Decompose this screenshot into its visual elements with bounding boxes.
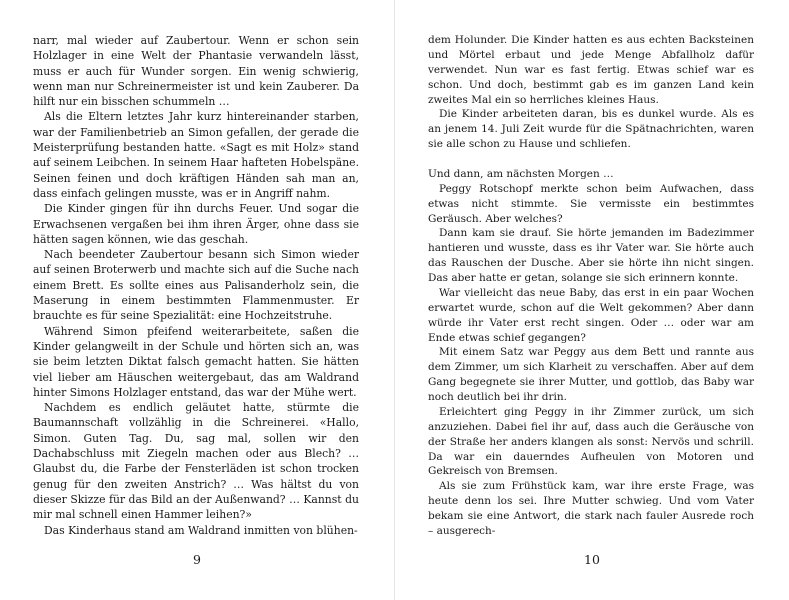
paragraph: Mit einem Satz war Peggy aus dem Bett und rannte aus dem Zimmer, um sich Klarheit zu verschaffen. Aber auf dem Gang begegnete sie ihrer Mutter, und gottlob, das Baby war noch deutlich bei ihr drin. xyxy=(428,346,754,403)
paragraph: Während Simon pfeifend weiterarbeitete, saßen die Kinder gelangweilt in der Schule und hörten sich an, was sie beim letzten Diktat falsch gemacht hatten. Sie hätten viel lieber am Häuschen weitergebaut, das am Waldrand hinter Simons Holzlager entstand, das war der Mühe wert. xyxy=(33,324,359,399)
paragraph: Peggy Rotschopf merkte schon beim Aufwachen, dass etwas nicht stimmte. Sie vermisste ein bestimmtes Geräusch. Aber welches? xyxy=(428,182,754,225)
paragraph: Als sie zum Frühstück kam, war ihre erste Frage, was heute denn los sei. Ihre Mutter schwieg. Und vom Vater bekam sie eine Antwort, die stark nach fauler Ausrede roch – ausgerech- xyxy=(428,480,754,537)
paragraph: Das Kinderhaus stand am Waldrand inmitten von blühen- xyxy=(44,523,358,537)
paragraph: Die Kinder gingen für ihn durchs Feuer. Und sogar die Erwachsenen vergaßen bei ihm ihren Ärger, ohne dass sie hätten sagen können, wie das geschah. xyxy=(33,202,359,246)
left-page xyxy=(0,0,394,600)
paragraph: narr, mal wieder auf Zaubertour. Wenn er schon sein Holzlager in eine Welt der Phantasie verwandeln lässt, muss er auch für Wunder sorgen. Ein wenig schwierig, wenn man nur Schreinermeister ist und kein Zauberer. Da hilft nur ein bisschen schummeln … xyxy=(33,34,359,109)
right-page-text xyxy=(428,33,754,539)
paragraph: War vielleicht das neue Baby, das erst in ein paar Wochen erwartet wurde, schon auf die Welt gekommen? Aber dann würde ihr Vater erst recht singen. Oder … oder war am Ende etwas schief gegangen? xyxy=(428,286,754,344)
paragraph: Dann kam sie drauf. Sie hörte jemanden im Badezimmer hantieren und wusste, dass es ihr Vater war. Sie hörte auch das Rauschen der Dusche. Aber sie hörte ihn nicht singen. Das aber hatte er getan, solange sie sich erinnern konnte. xyxy=(428,227,754,284)
paragraph: Erleichtert ging Peggy in ihr Zimmer zurück, um sich anzuziehen. Dabei fiel ihr auf, dass auch die Geräusche von der Straße her anders klangen als sonst: Nervös und schrill. Da war ein dauerndes Aufheulen von Motoren und Gekreisch von Bremsen. xyxy=(428,405,754,478)
paragraph: dem Holunder. Die Kinder hatten es aus echten Backsteinen und Mörtel erbaut und jede Menge Abfallholz dafür verwendet. Nun war es fast fertig. Etwas schief war es schon. Und doch, bestimmt gab es im ganzen Land kein zweites Mal ein so herrliches kleines Haus. xyxy=(428,34,754,106)
paragraph: Nach beendeter Zaubertour besann sich Simon wieder auf seinen Broterwerb und machte sich auf die Suche nach einem Brett. Es sollte eines aus Palisanderholz sein, die Maserung in einem bestimmten Flammenmuster. Er brauchte es für seine Spezialität: eine Hochzeitstruhe. xyxy=(33,248,359,323)
paragraph: Die Kinder arbeiteten daran, bis es dunkel wurde. Als es an jenem 14. Juli Zeit wurde für die Spätnachrichten, waren sie alle schon zu Hause und schliefen. xyxy=(428,108,754,151)
left-page-text xyxy=(33,33,359,538)
page-number-right: 10 xyxy=(584,552,600,567)
paragraph: Und dann, am nächsten Morgen … xyxy=(428,167,614,180)
right-page xyxy=(395,0,789,600)
paragraph: Als die Eltern letztes Jahr kurz hintereinander starben, war der Familienbetrieb an Simon gefallen, der gerade die Meisterprüfung bestanden hatte. «Sagt es mit Holz» stand auf seinem Leibchen. In seinem Haar hafteten Hobelspäne. Seinen feinen und doch kräftigen Händen sah man an, dass einfach gelingen musste, was er in Angriff nahm. xyxy=(33,110,359,200)
page-number-left: 9 xyxy=(193,552,201,567)
paragraph: Nachdem es endlich geläutet hatte, stürmte die Baumannschaft vollzählig in die Schreinerei. «Hallo, Simon. Guten Tag. Du, sag mal, sollen wir den Dachabschluss mit Ziegeln machen oder aus Blech? … Glaubst du, die Farbe der Fensterläden ist schon trocken genug für den zweiten Anstrich? … Was hältst du von dieser Skizze für das Bild an der Außenwand? … Kannst du mir mal schnell einen Hammer leihen?» xyxy=(33,401,359,522)
